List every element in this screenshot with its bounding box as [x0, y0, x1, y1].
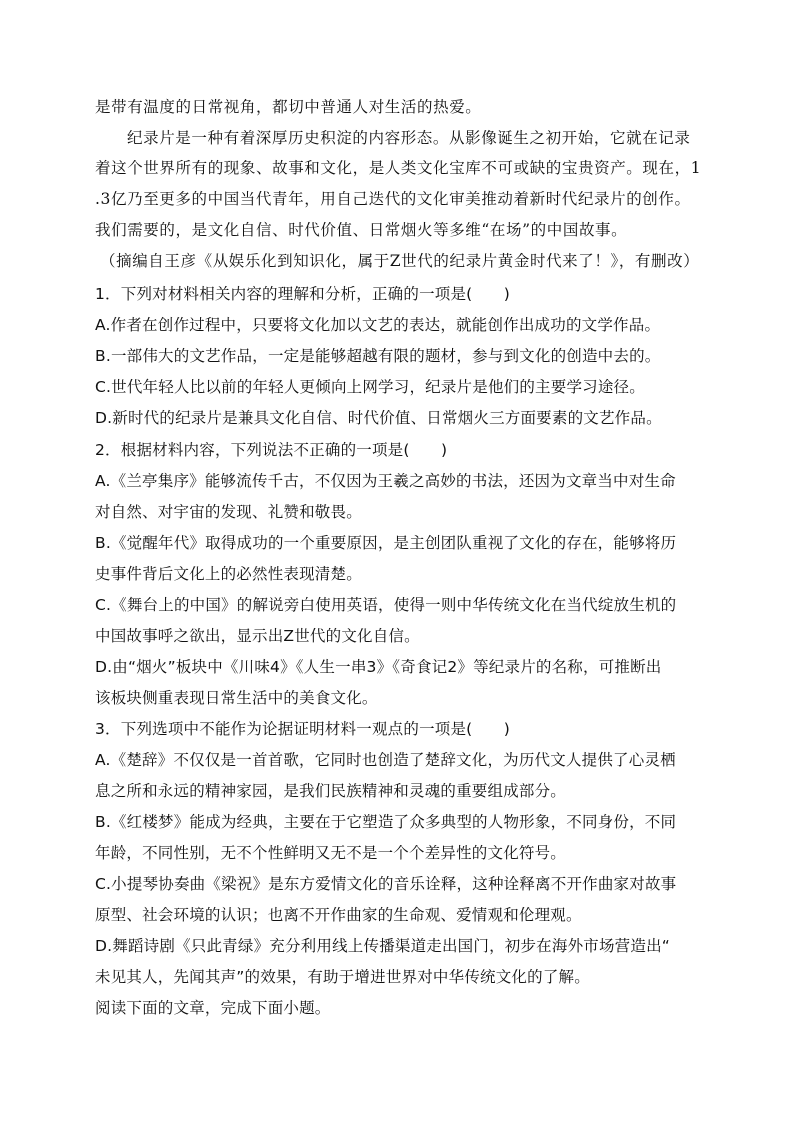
option-d: D.由“烟火”板块中《川味4》《人生一串3》《奇食记2》等纪录片的名称，可推断出 — [95, 658, 662, 676]
option-d: D.新时代的纪录片是兼具文化自信、时代价值、日常烟火三方面要素的文艺作品。 — [95, 409, 662, 427]
material-line: 是带有温度的日常视角，都切中普通人对生活的热爱。 — [95, 98, 482, 116]
option-c: C.小提琴协奏曲《梁祝》是东方爱情文化的音乐诠释，这种诠释离不开作曲家对故事 — [95, 875, 677, 893]
material-line: 着这个世界所有的现象、故事和文化，是人类文化宝库不可或缺的宝贵资产。现在，1 — [95, 159, 702, 177]
option-a: A.《兰亭集序》能够流传千古，不仅因为王羲之高妙的书法，还因为文章当中对生命 — [95, 472, 676, 490]
option-a-cont: 息之所和永远的精神家园，是我们民族精神和灵魂的重要组成部分。 — [95, 782, 567, 800]
option-b: B.《觉醒年代》取得成功的一个重要原因，是主创团队重视了文化的存在，能够将历 — [95, 534, 677, 552]
question-stem: 2．根据材料内容，下列说法不正确的一项是( ) — [95, 441, 448, 459]
material-line: 我们需要的，是文化自信、时代价值、日常烟火等多维“在场”的中国故事。 — [95, 221, 628, 239]
option-a-cont: 对自然、对宇宙的发现、礼赞和敬畏。 — [95, 503, 362, 521]
option-d-cont: 未见其人，先闻其声”的效果，有助于增进世界对中华传统文化的了解。 — [95, 968, 590, 986]
option-c: C.《舞台上的中国》的解说旁白使用英语，使得一则中华传统文化在当代绽放生机的 — [95, 596, 677, 614]
material-line: 纪录片是一种有着深厚历史积淀的内容形态。从影像诞生之初开始，它就在记录 — [127, 129, 691, 147]
option-c: C.世代年轻人比以前的年轻人更倾向上网学习，纪录片是他们的主要学习途径。 — [95, 378, 645, 396]
option-d: D.舞蹈诗剧《只此青绿》充分利用线上传播渠道走出国门，初步在海外市场营造出“ — [95, 937, 670, 955]
option-b: B.一部伟大的文艺作品，一定是能够超越有限的题材，参与到文化的创造中去的。 — [95, 347, 661, 365]
option-d-cont: 该板块侧重表现日常生活中的美食文化。 — [95, 689, 378, 707]
option-b-cont: 史事件背后文化上的必然性表现清楚。 — [95, 565, 362, 583]
option-c-cont: 原型、社会环境的认识；也离不开作曲家的生命观、爱情观和伦理观。 — [95, 906, 582, 924]
option-c-cont: 中国故事呼之欲出，显示出Z世代的文化自信。 — [95, 627, 420, 645]
option-b: B.《红楼梦》能成为经典，主要在于它塑造了众多典型的人物形象，不同身份，不同 — [95, 813, 677, 831]
reading-instruction: 阅读下面的文章，完成下面小题。 — [95, 999, 331, 1017]
material-citation: （摘编自王彦《从娱乐化到知识化，属于Z世代的纪录片黄金时代来了！》，有删改） — [100, 252, 700, 270]
material-line: .3亿乃至更多的中国当代青年，用自己迭代的文化审美推动着新时代纪录片的创作。 — [95, 190, 691, 208]
option-b-cont: 年龄，不同性别，无不个性鲜明又无不是一个个差异性的文化符号。 — [95, 844, 567, 862]
question-stem: 1．下列对材料相关内容的理解和分析，正确的一项是( ) — [95, 285, 511, 303]
option-a: A.作者在创作过程中，只要将文化加以文艺的表达，就能创作出成功的文学作品。 — [95, 316, 661, 334]
option-a: A.《楚辞》不仅仅是一首首歌，它同时也创造了楚辞文化，为历代文人提供了心灵栖 — [95, 751, 676, 769]
question-stem: 3．下列选项中不能作为论据证明材料一观点的一项是( ) — [95, 720, 511, 738]
